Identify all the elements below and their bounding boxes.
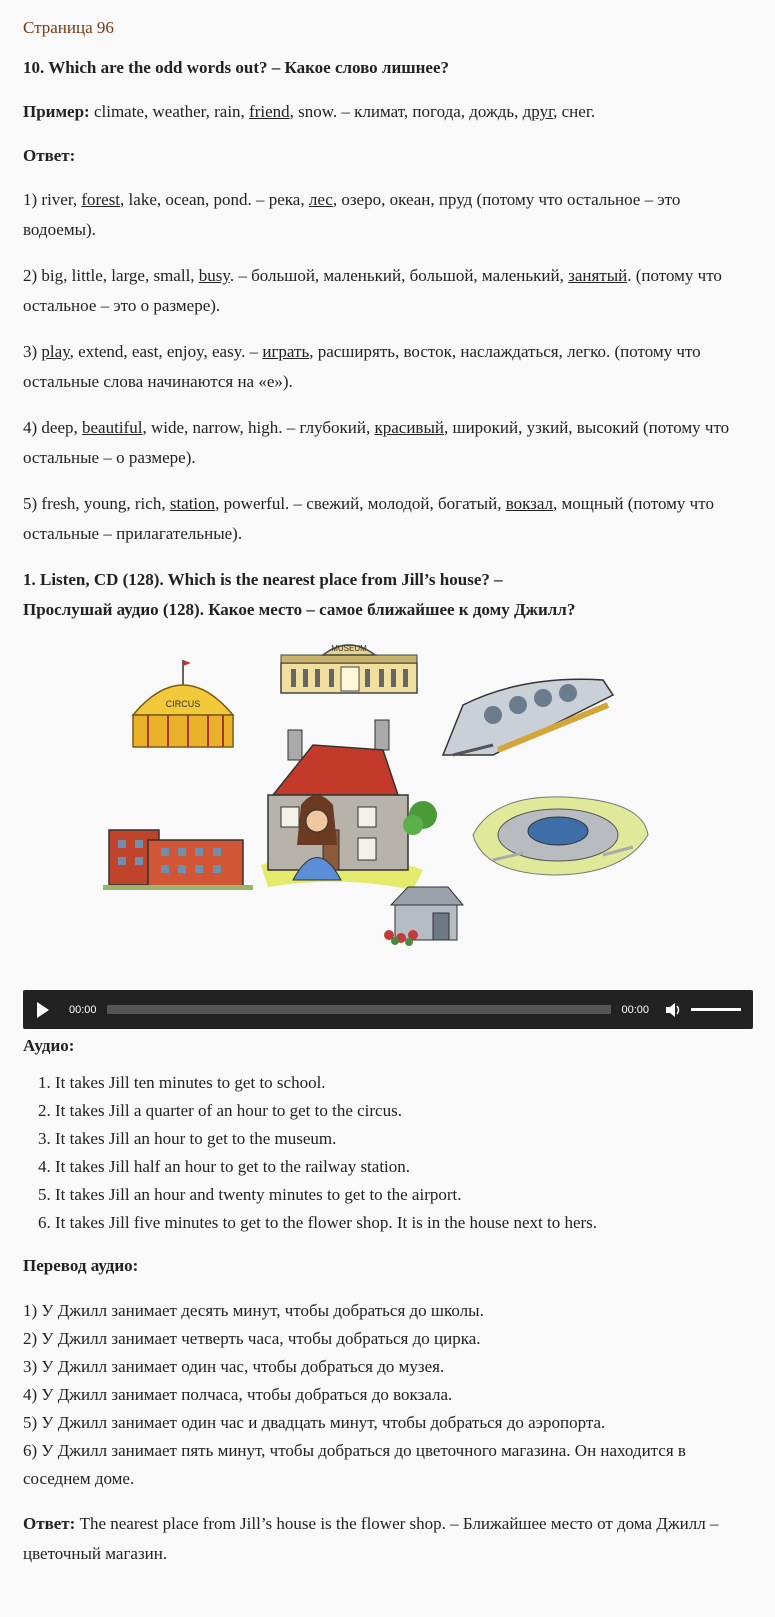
current-time: 00:00 bbox=[69, 1003, 97, 1016]
translation-line: 4) У Джилл занимает полчаса, чтобы добраться до вокзала. bbox=[23, 1385, 453, 1404]
exercise-1-title-ru: Прослушай аудио (128). Какое место – самое ближайшее к дому Джилл? bbox=[23, 600, 576, 619]
example-text-1: climate, weather, rain, bbox=[89, 102, 250, 121]
item-text: , мощный (потому что остальные – прилагательные). bbox=[23, 494, 714, 543]
item-text: , wide, narrow, high. – глубокий, bbox=[142, 418, 375, 437]
volume-icon[interactable] bbox=[665, 1002, 683, 1018]
odd-word: forest bbox=[81, 190, 121, 209]
odd-word: play bbox=[41, 342, 70, 361]
answer-item-4 bbox=[23, 413, 753, 473]
translation-line: 5) У Джилл занимает один час и двадцать минут, чтобы добраться до аэропорта. bbox=[23, 1413, 606, 1432]
audio-label: Аудио: bbox=[23, 1036, 75, 1055]
audio-transcript-list bbox=[23, 1069, 753, 1237]
exercise-1-title-en: 1. Listen, CD (128). Which is the nearest place from Jill’s house? – bbox=[23, 570, 503, 589]
item-text: , озеро, океан, пруд (потому что остальное – это водоемы). bbox=[23, 190, 681, 239]
item-text: 4) deep, bbox=[23, 418, 83, 437]
final-answer bbox=[23, 1509, 753, 1569]
item-text: 5) fresh, young, rich, bbox=[23, 494, 170, 513]
answer-item-2 bbox=[23, 261, 753, 321]
example-line bbox=[23, 97, 753, 127]
answer-label: Ответ: bbox=[23, 146, 76, 165]
list-item: 2. It takes Jill a quarter of an hour to get to the circus. bbox=[55, 1097, 753, 1125]
item-text: , powerful. – свежий, молодой, богатый, bbox=[215, 494, 506, 513]
circus-illustration bbox=[133, 660, 233, 747]
item-text: . (потому что остальное – это о размере). bbox=[23, 266, 722, 315]
translation-line: 2) У Джилл занимает четверть часа, чтобы добраться до цирка. bbox=[23, 1329, 481, 1348]
school-illustration bbox=[103, 830, 253, 890]
odd-word-ru: лес bbox=[308, 190, 333, 209]
odd-word-ru: играть bbox=[262, 342, 310, 361]
example-label: Пример: bbox=[23, 102, 90, 121]
translation-line: 3) У Джилл занимает один час, чтобы добраться до музея. bbox=[23, 1357, 445, 1376]
answer-item-3 bbox=[23, 337, 753, 397]
audio-player bbox=[23, 990, 753, 1029]
odd-word: beautiful bbox=[82, 418, 143, 437]
railway-station-illustration bbox=[443, 679, 613, 755]
places-svg bbox=[23, 635, 753, 990]
volume-control bbox=[665, 1002, 741, 1018]
item-text: , расширять, восток, наслаждаться, легко. (потому что остальные слова начинаются на «e»). bbox=[23, 342, 701, 391]
item-text: , extend, east, enjoy, easy. – bbox=[69, 342, 263, 361]
airport-illustration bbox=[473, 797, 648, 875]
seek-bar[interactable] bbox=[107, 1005, 612, 1014]
museum-sign: MUSEUM bbox=[331, 644, 367, 653]
jill-house-illustration bbox=[261, 720, 437, 890]
exercise-10-title: 10. Which are the odd words out? – Какое слово лишнее? bbox=[23, 58, 449, 77]
item-text: 2) big, little, large, small, bbox=[23, 266, 199, 285]
list-item: 6. It takes Jill five minutes to get to the flower shop. It is in the house next to hers. bbox=[55, 1209, 753, 1237]
final-answer-text: The nearest place from Jill’s house is the flower shop. – Ближайшее место от дома Джилл – цветочный магазин. bbox=[23, 1514, 719, 1563]
translation-line: 6) У Джилл занимает пять минут, чтобы добраться до цветочного магазина. Он находится в соседнем доме. bbox=[23, 1441, 686, 1488]
list-item: 1. It takes Jill ten minutes to get to school. bbox=[55, 1069, 753, 1097]
answer-item-1 bbox=[23, 185, 753, 245]
list-item: 4. It takes Jill half an hour to get to the railway station. bbox=[55, 1153, 753, 1181]
item-text: 3) bbox=[23, 342, 42, 361]
item-text: , широкий, узкий, высокий (потому что остальные – о размере). bbox=[23, 418, 730, 467]
example-odd-word-ru: друг bbox=[522, 102, 554, 121]
list-item: 5. It takes Jill an hour and twenty minutes to get to the airport. bbox=[55, 1181, 753, 1209]
translation-lines bbox=[23, 1297, 753, 1493]
item-text: . – большой, маленький, большой, маленький, bbox=[229, 266, 569, 285]
final-answer-label: Ответ: bbox=[23, 1514, 76, 1533]
item-text: , lake, ocean, pond. – река, bbox=[120, 190, 309, 209]
play-icon[interactable] bbox=[37, 1002, 49, 1018]
flower-shop-illustration bbox=[384, 887, 463, 946]
page-number: Страница 96 bbox=[23, 18, 114, 37]
list-item: 3. It takes Jill an hour to get to the museum. bbox=[55, 1125, 753, 1153]
volume-slider[interactable] bbox=[691, 1008, 741, 1011]
duration: 00:00 bbox=[621, 1003, 649, 1016]
translation-line: 1) У Джилл занимает десять минут, чтобы добраться до школы. bbox=[23, 1301, 484, 1320]
places-illustration bbox=[23, 635, 753, 990]
answer-item-5 bbox=[23, 489, 753, 549]
circus-sign: CIRCUS bbox=[165, 699, 201, 709]
example-text-2: , snow. – климат, погода, дождь, bbox=[289, 102, 523, 121]
example-odd-word: friend bbox=[249, 102, 290, 121]
odd-word: station bbox=[169, 494, 216, 513]
item-text: 1) river, bbox=[23, 190, 82, 209]
odd-word-ru: красивый bbox=[374, 418, 444, 437]
museum-illustration bbox=[281, 644, 417, 693]
odd-word: busy bbox=[198, 266, 230, 285]
example-text-3: , снег. bbox=[553, 102, 596, 121]
odd-word-ru: вокзал bbox=[505, 494, 554, 513]
translation-label: Перевод аудио: bbox=[23, 1256, 139, 1275]
odd-word-ru: занятый bbox=[568, 266, 628, 285]
